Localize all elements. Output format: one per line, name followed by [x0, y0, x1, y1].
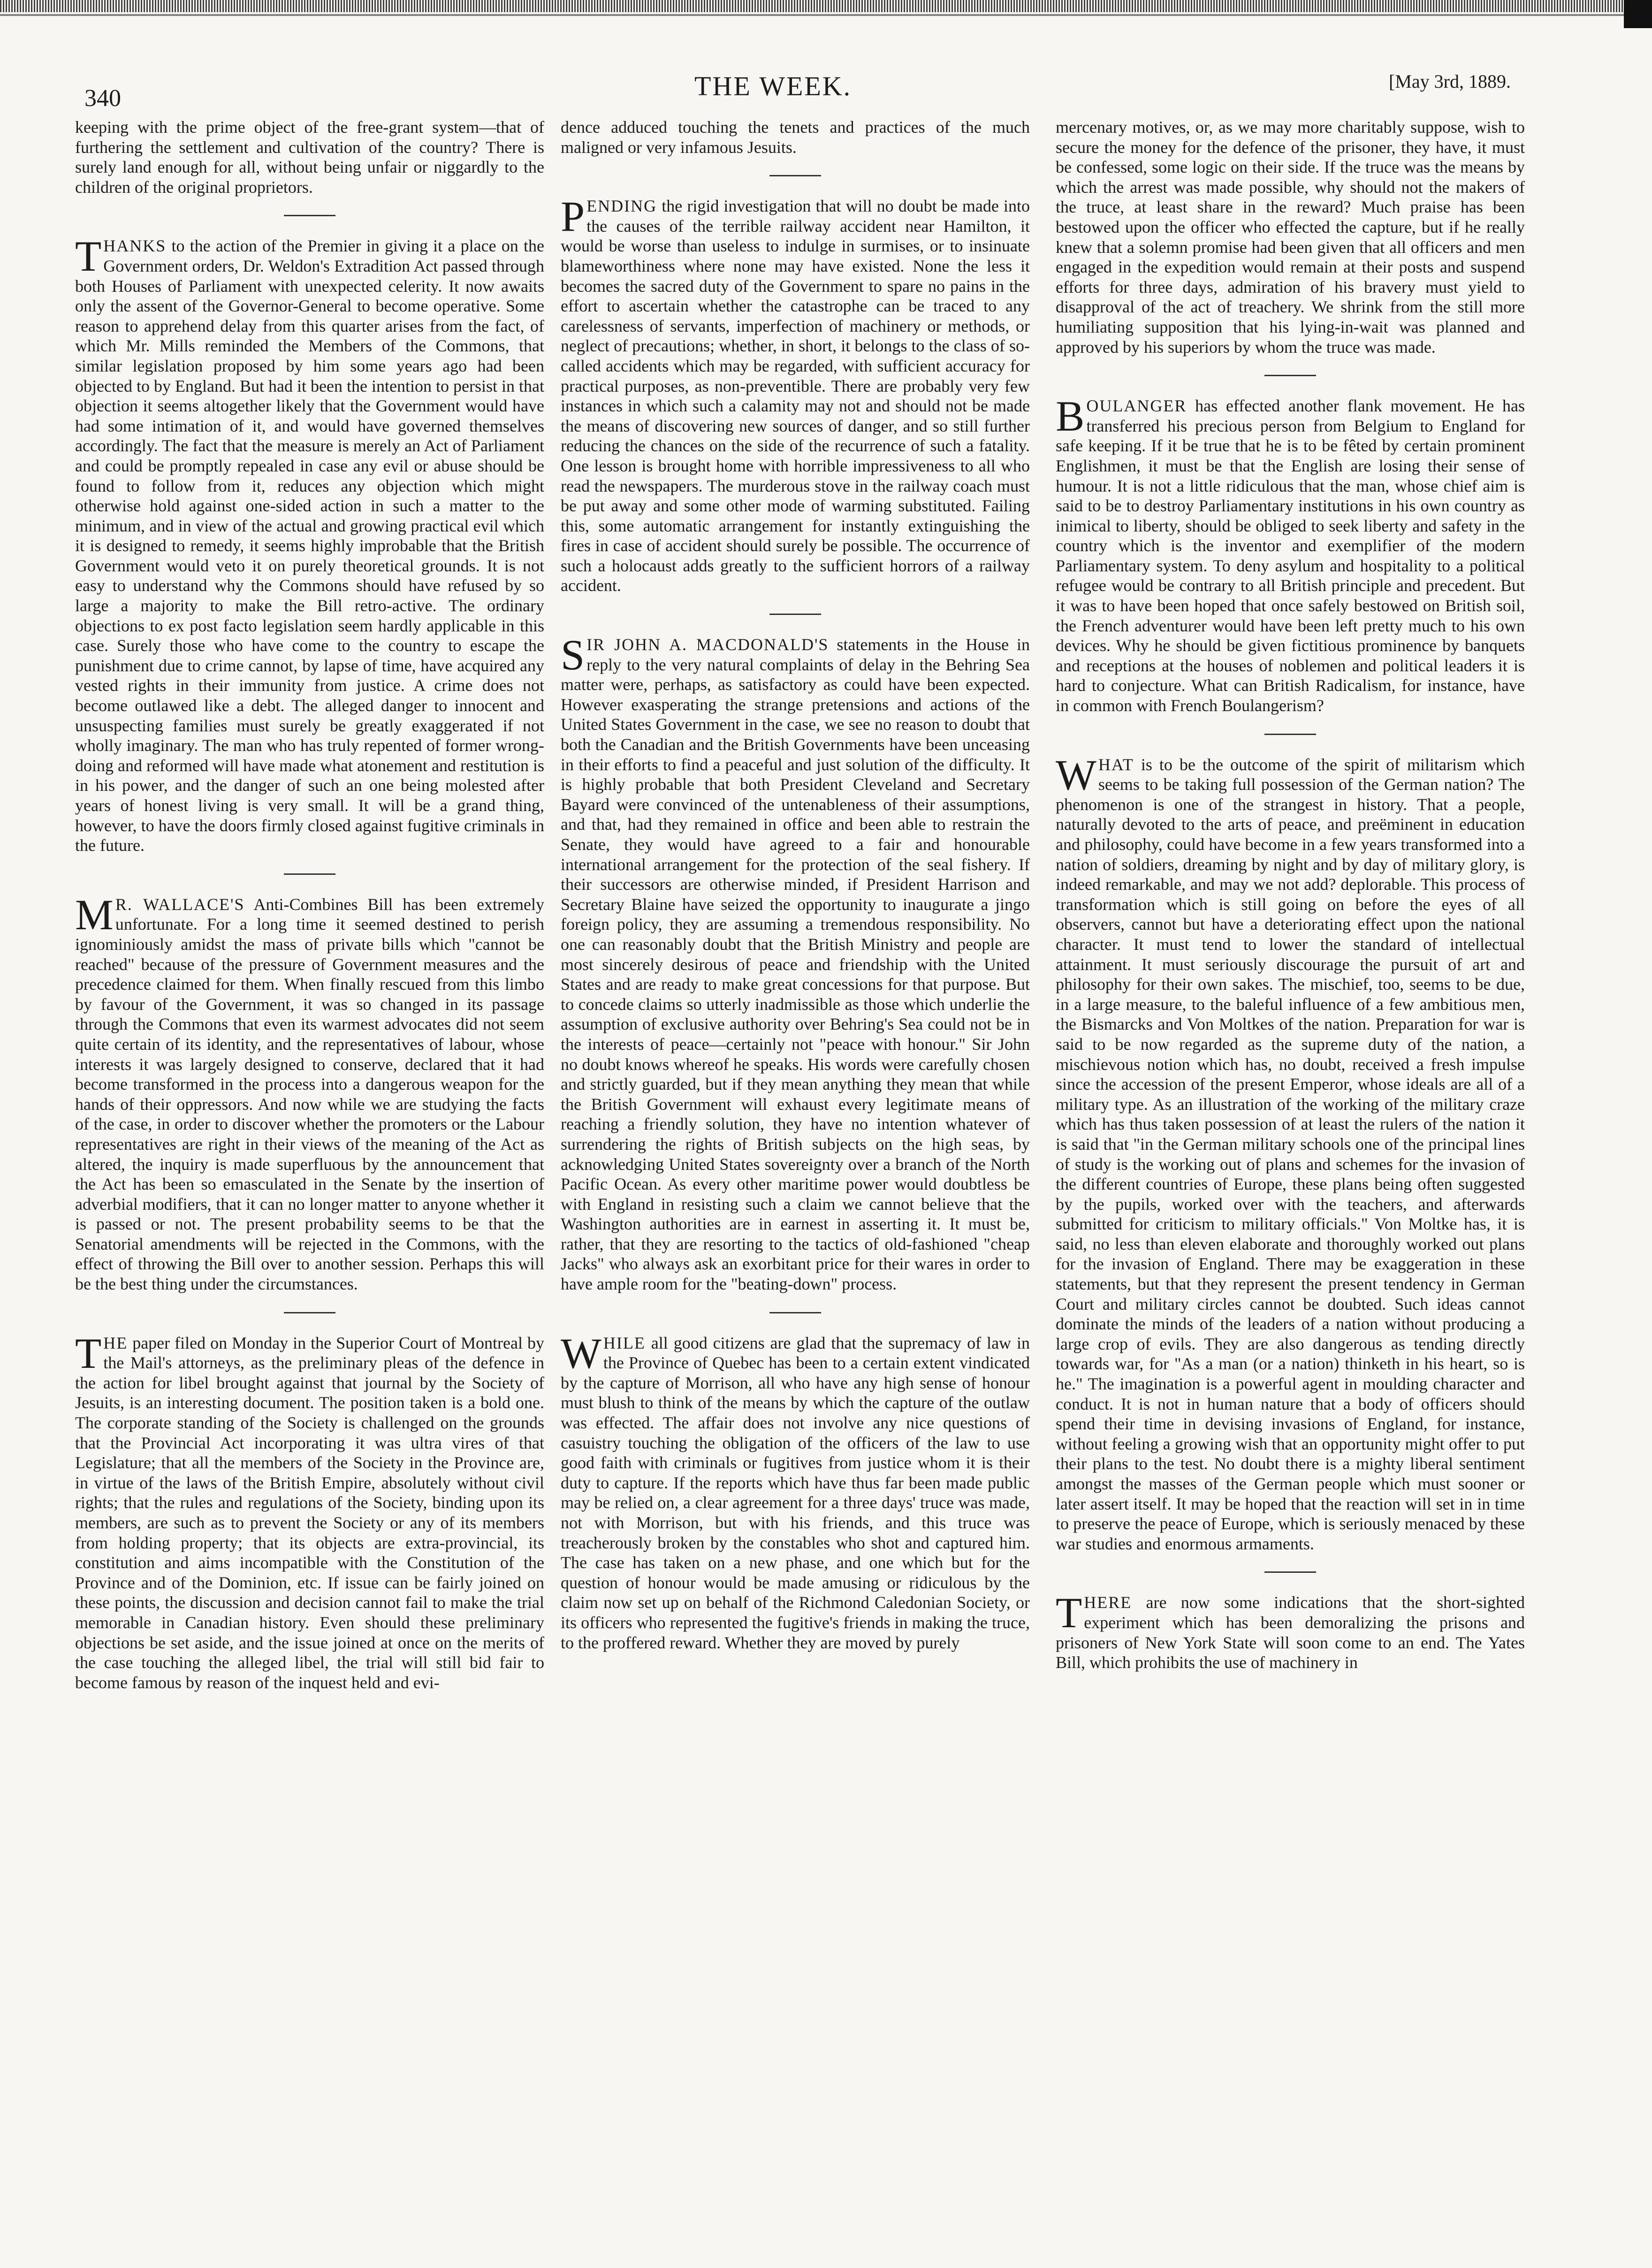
- article-ny-prisons: [1056, 1589, 1525, 1672]
- lead-in: HAT: [1098, 755, 1134, 774]
- continued-paragraph: mercenary motives, or, as we may more charitably suppose, wish to secure the money for the defence of the prisoner, they have, it must be confessed, some logic on their side. If the truce was the means by which the arrest was made possible, why should not the makers of the truce, at least share in the reward? Much praise has been bestowed upon the officer who effected the capture, but if he really knew that a solemn promise had been given that all officers and men engaged in the expedition would remain at their posts and suspend efforts for three days, admiration of his bravery must yield to disapproval of the act of treachery. We shrink from the still more humiliating supposition that his lying-in-wait was planned and approved by his superiors by whom the truce was made.: [1056, 118, 1525, 357]
- article-anti-combines-bill: [75, 890, 544, 1294]
- separator: [284, 215, 335, 216]
- article-jesuits-libel: [75, 1329, 544, 1693]
- drop-cap: B: [1056, 392, 1085, 440]
- separator: [769, 614, 821, 615]
- article-body: paper filed on Monday in the Superior Court of Montreal by the Mail's attorneys, as the preliminary pleas of the defence in the action for libel brought against that journal by the Society of Jesuits, is an interesting document. The position taken is a bold one. The corporate standing of the Society is challenged on the grounds that the Provincial Act incorporating it was ultra vires of that Legislature; that all the members of the Society in the Province are, in virtue of the laws of the British Empire, absolutely without civil rights; that the rules and regulations of the Society, binding upon its members, are such as to prevent the Society or any of its members from holding property; that its objects are extra-provincial, its constitution and aims incompatible with the Constitution of the Province and of the Dominion, etc. If issue can be fairly joined on these points, the discussion and decision cannot fail to make the trial memorable in Canadian history. Even should these preliminary objections be set aside, and the issue joined at once on the merits of the case touching the alleged libel, the trial will still bid fair to become famous by reason of the inquest held and evi-: [75, 1333, 544, 1692]
- column-1: [75, 117, 544, 1692]
- lead-in: IR JOHN A. MACDONALD'S: [586, 635, 829, 654]
- article-body: all good citizens are glad that the supremacy of law in the Province of Quebec has been to a certain extent vindicated by the capture of Morrison, all who have any high sense of honour must blush to think of the means by which the capture of the outlaw was effected. The affair does not involve any nice questions of casuistry touching the obligation of the officers of the law to use good faith with criminals or fugitives from justice whom it is their duty to capture. If the reports which have thus far been made public may be relied on, a clear agreement for a three days' truce was made, not with Morrison, but with his friends, and this truce was treacherously broken by the constables who shot and captured him. The case has taken on a new phase, and one which but for the question of honour would be made amusing or ridiculous by the claim now set up on behalf of the Richmond Caledonian Society, or its officers who represented the fugitive's friends in making the truce, to the proffered reward. Whether they are moved by purely: [561, 1333, 1030, 1652]
- article-body: has effected another flank movement. He has transferred his precious person from Belgium to England for safe keeping. If it be true that he is to be fêted by certain prominent Englishmen, it must be that the English are losing their sense of humour. It is not a little ridiculous that the man, whose chief aim is said to be to destroy Parliamentary institutions in his own country as inimical to liberty, should be obliged to seek liberty and safety in the country which is the inventor and exemplifier of the modern Parliamentary system. To deny asylum and hospitality to a political refugee would be contrary to all British principle and precedent. But it was to have been hoped that once safely bestowed on British soil, the French adventurer would have been left pretty much to his own devices. Why he should be given fictitious prominence by banquets and receptions at the houses of noblemen and political leaders it is hard to conjecture. What can British Radicalism, for instance, have in common with French Boulangerism?: [1056, 396, 1525, 715]
- continued-paragraph: dence adduced touching the tenets and practices of the much maligned or very infamous Jesuits.: [561, 118, 1030, 157]
- drop-cap: W: [561, 1329, 601, 1377]
- article-body: statements in the House in reply to the very natural complaints of delay in the Behring Sea matter were, perhaps, as satisfactory as could have been expected. However exasperating the strange pretensions and actions of the United States Government in the case, we see no reason to doubt that both the Canadian and the British Governments have been unceasing in their efforts to find a peaceful and just solution of the difficulty. It is highly probable that both President Cleveland and Secretary Bayard were convinced of the untenableness of their assumptions, and that, had they remained in office and been able to restrain the Senate, they would have agreed to a fair and honourable international arrangement for the protection of the seal fishery. If their successors are otherwise minded, if President Harrison and Secretary Blaine have seized the opportunity to inaugurate a jingo foreign policy, they are assuming a tremendous responsibility. No one can reasonably doubt that the British Ministry and people are most sincerely desirous of peace and friendship with the United States and are ready to make great concessions for that purpose. But to concede claims so utterly inadmissible as those which underlie the assumption of exclusive authority over Behring's Sea could not be in the interests of peace—certainly not "peace with honour." Sir John no doubt knows whereof he speaks. His words were carefully chosen and strictly guarded, but if they mean anything they mean that while the British Government will exhaust every legitimate means of reaching a friendly solution, they have no intention whatever of surrendering the rights of British subjects on the high seas, by acknowledging United States sovereignty over a branch of the North Pacific Ocean. As every other maritime power would doubtless be with England in resisting such a claim we cannot believe that the Washington authorities are in earnest in asserting it. It must be, rather, that they are resorting to the tactics of old-fashioned "cheap Jacks" who always ask an exorbitant price for their wares in order to have ample room for the "beating-down" process.: [561, 635, 1030, 1294]
- top-rule: [0, 14, 1652, 16]
- continued-paragraph: keeping with the prime object of the free-grant system—that of furthering the settlement and cultivation of the country? There is surely land enough for all, without being unfair or niggardly to the children of the original proprietors.: [75, 118, 544, 197]
- separator: [284, 873, 335, 875]
- drop-cap: W: [1056, 751, 1096, 799]
- lead-in: ENDING: [586, 197, 657, 216]
- masthead-title: THE WEEK.: [694, 71, 852, 101]
- separator: [1264, 1571, 1316, 1573]
- lead-in: HILE: [603, 1333, 646, 1352]
- drop-cap: P: [561, 192, 585, 241]
- drop-cap: T: [75, 1329, 102, 1377]
- article-german-militarism: [1056, 751, 1525, 1554]
- lead-in: R. WALLACE'S: [115, 895, 245, 914]
- article-body: Anti-Combines Bill has been extremely unfortunate. For a long time it seemed destined to perish ignominiously amidst the mass of private bills which "cannot be reached" because of the pressure of Government measures and the precedence claimed for them. When finally rescued from this limbo by favour of the Government, it was so changed in its passage through the Commons that even its warmest advocates did not seem quite certain of its identity, and the representatives of labour, whose interests it was largely designed to conserve, declared that it had become transformed in the process into a dangerous weapon for the hands of their oppressors. And now while we are studying the facts of the case, in order to discover whether the promoters or the Labour representatives are right in their views of the meaning of the Act as altered, the inquiry is made superfluous by the announcement that the Act has been so emasculated in the Senate by the insertion of adverbial modifiers, that it can no longer matter to anyone whether it is passed or not. The present probability seems to be that the Senatorial amendments will be rejected in the Commons, with the effect of throwing the Bill over to another session. Perhaps this will be the best thing under the circumstances.: [75, 895, 544, 1294]
- drop-cap: T: [1056, 1589, 1082, 1637]
- article-boulanger: [1056, 392, 1525, 716]
- article-body: the rigid investigation that will no doubt be made into the causes of the terrible railway accident near Hamilton, it would be worse than useless to indulge in surmises, or to insinuate blameworthiness where none may have existed. None the less it becomes the sacred duty of the Government to spare no pains in the effort to ascertain whether the catastrophe can be traced to any carelessness of servants, imperfection of machinery or methods, or neglect of precautions; whether, in short, it belongs to the class of so-called accidents which may be regarded, with sufficient accuracy for practical purposes, as non-preventible. There are probably very few instances in which such a calamity may not and should not be made the means of discovering new sources of danger, and so still further reducing the chances on the side of the recurrence of such a fatality. One lesson is brought home with horrible impressiveness to all who read the newspapers. The murderous stove in the railway coach must be put away and some other mode of warming substituted. Failing this, some automatic arrangement for instantly extinguishing the fires in case of accident should surely be possible. The occurrence of such a holocaust adds greatly to the sufficient horrors of a railway accident.: [561, 197, 1030, 595]
- lead-in: HE: [103, 1333, 128, 1352]
- drop-cap: T: [75, 232, 102, 281]
- top-border: [0, 0, 1652, 12]
- lead-in: HERE: [1084, 1593, 1132, 1612]
- article-extradition-act: [75, 232, 544, 855]
- separator: [1264, 375, 1316, 376]
- lead-in: OULANGER: [1086, 396, 1187, 416]
- separator: [284, 1312, 335, 1313]
- article-body: are now some indications that the short-sighted experiment which has been demoralizing the prisons and prisoners of New York State will soon come to an end. The Yates Bill, which prohibits the use of machinery in: [1056, 1593, 1525, 1672]
- drop-cap: S: [561, 631, 585, 679]
- separator: [769, 1312, 821, 1313]
- page-number: 340: [84, 85, 121, 112]
- separator: [769, 175, 821, 176]
- article-railway-accident: [561, 192, 1030, 596]
- column-2: [561, 117, 1030, 1653]
- corner-mark: [1624, 0, 1652, 28]
- article-behring-sea: [561, 631, 1030, 1294]
- article-body: is to be the outcome of the spirit of militarism which seems to be taking full possession of the German nation? The phenomenon is one of the strangest in history. That a people, naturally devoted to the arts of peace, and preëminent in education and philosophy, could have become in a few years transformed into a nation of soldiers, dreaming by night and by day of military glory, is indeed remarkable, and may we not add? deplorable. This process of transformation which is still going on before the eyes of all observers, cannot but have a deteriorating effect upon the national character. It must tend to lower the standard of intellectual attainment. It must seriously discourage the pursuit of art and philosophy for their own sakes. The mischief, too, seems to be due, in a large measure, to the baleful influence of a few ambitious men, the Bismarcks and Von Moltkes of the nation. Preparation for war is said to be now regarded as the supreme duty of the nation, a mischievous notion which has, no doubt, received a fresh impulse since the accession of the present Emperor, whose ideals are all of a military type. As an illustration of the working of the military craze which has thus taken possession of at least the rulers of the nation it is said that "in the German military schools one of the principal lines of study is the working out of plans and schemes for the invasion of the different countries of Europe, these plans being often suggested by the pupils, worked over with the teachers, and afterwards submitted for criticism to military officials." Von Moltke has, it is said, no less than eleven elaborate and thoroughly worked out plans for the invasion of England. There may be exaggeration in these statements, but that they represent the present tendency in German Court and military circles cannot be doubted. Such ideas cannot dominate the minds of the leaders of a nation without producing a large crop of evils. They are also dangerous as tending directly towards war, for "As a man (or a nation) thinketh in his heart, so is he." The imagination is a powerful agent in moulding character and conduct. It is not in human nature that a body of officers should spend their time in devising invasions of England, for instance, without feeling a growing wish that an opportunity might offer to put their plans to the test. No doubt there is a mighty liberal sentiment amongst the masses of the German people which must sooner or later assert itself. It may be hoped that the reaction will set in in time to preserve the peace of Europe, which is seriously menaced by these war studies and enormous armaments.: [1056, 755, 1525, 1553]
- issue-date: [May 3rd, 1889.: [1389, 71, 1511, 92]
- column-3: [1056, 117, 1525, 1673]
- article-morrison-capture: [561, 1329, 1030, 1653]
- drop-cap: M: [75, 890, 114, 939]
- lead-in: HANKS: [103, 236, 167, 256]
- separator: [1264, 734, 1316, 735]
- article-body: to the action of the Premier in giving it a place on the Government orders, Dr. Weldon's Extradition Act passed through both Houses of Parliament with unexpected celerity. It now awaits only the assent of the Governor-General to become operative. Some reason to apprehend delay from this quarter arises from the fact, of which Mr. Mills reminded the Members of the Commons, that similar legislation proposed by him some years ago had been objected to by England. But had it been the intention to persist in that objection it seems altogether likely that the Government would have had some intimation of it, and would have governed themselves accordingly. The fact that the measure is merely an Act of Parliament and could be promptly repealed in case any evil or abuse should be found to follow from it, reduces any objection which might otherwise hold against one-sided action in such a matter to the minimum, and in view of the actual and growing practical evil which it is designed to remedy, it seems highly improbable that the British Government would veto it on purely theoretical grounds. It is not easy to understand why the Commons should have refused by so large a majority to make the Bill retro-active. The ordinary objections to ex post facto legislation seem hardly applicable in this case. Surely those who have come to the country to escape the punishment due to crime cannot, by lapse of time, have acquired any vested rights in their immunity from justice. A crime does not become outlawed like a debt. The alleged danger to innocent and unsuspecting families must surely be greatly exaggerated if not wholly imaginary. The man who has truly repented of former wrong-doing and reformed will have made what atonement and restitution is in his power, and the danger of such an one being molested after years of honest living is very small. It will be a grand thing, however, to have the doors firmly closed against fugitive criminals in the future.: [75, 236, 544, 855]
